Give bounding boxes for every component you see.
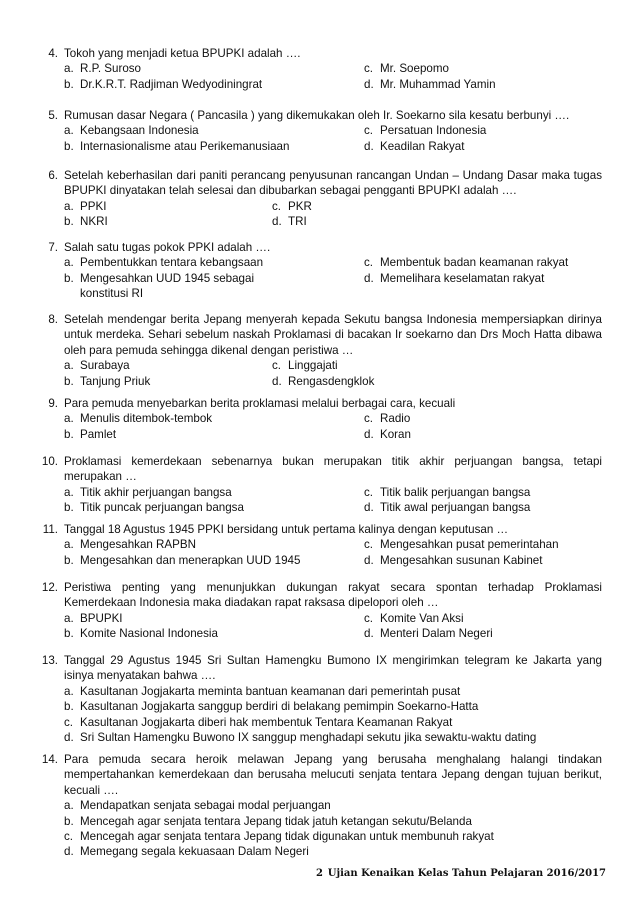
option-d: d. Mengesahkan susunan Kabinet — [364, 553, 543, 567]
option-b: b. Titik puncak perjuangan bangsa — [64, 501, 244, 515]
option-b: b. NKRI — [64, 215, 108, 229]
question-stem: Para pemuda secara heroik melawan Jepang yang berusaha menghalang halangi tindakan mempertahankan kemerdekaan dan berusaha melucuti senjata tentara Jepang dengan tujuan berikut, kecuali …. — [64, 753, 602, 797]
question-number: 10. — [41, 455, 58, 468]
option-d: d. TRI — [272, 215, 307, 229]
question-stem: Tokoh yang menjadi ketua BPUPKI adalah …. — [64, 47, 301, 60]
question-number: 8. — [48, 313, 58, 326]
exam-title: Ujian Kenaikan Kelas Tahun Pelajaran 2016/2017 — [327, 868, 606, 879]
option-a: a. Pembentukkan tentara kebangsaan — [64, 256, 264, 270]
question-stem: Setelah keberhasilan dari paniti perancang penyusunan rancangan Undan – Undang Dasar maka tugas BPUPKI dinyatakan telah selesai dan dibubarkan sebagai pengganti BPUPKI adalah …. — [64, 169, 602, 198]
page-footer — [316, 868, 606, 879]
question-stem: Tanggal 29 Agustus 1945 Sri Sultan Hamengku Bumono IX mengirimkan telegram ke Jakarta yang isinya menyatakan bahwa …. — [64, 654, 602, 683]
question-10 — [36, 454, 602, 516]
option-c: c. Persatuan Indonesia — [364, 124, 487, 138]
option-d: d. Memegang segala kekuasaan Dalam Negeri — [64, 845, 309, 859]
option-d: d. Sri Sultan Hamengku Buwono IX sanggup menghadapi sekutu jika sewaktu-waktu dating — [64, 731, 537, 745]
question-6 — [36, 168, 602, 230]
question-stem: Peristiwa penting yang menunjukkan dukungan rakyat secara spontan terhadap Proklamasi Kemerdekaan Indonesia maka diadakan rapat raksasa dipelopori oleh … — [64, 581, 602, 610]
question-number: 12. — [41, 581, 58, 594]
option-b: b. Pamlet — [64, 427, 117, 441]
options — [64, 798, 602, 860]
option-d: d. Mr. Muhammad Yamin — [364, 77, 496, 91]
question-number: 7. — [48, 241, 58, 254]
option-c: c. Membentuk badan keamanan rakyat — [364, 256, 569, 270]
option-c: c. Titik balik perjuangan bangsa — [364, 485, 531, 499]
option-a: a. PPKI — [64, 199, 107, 213]
option-b: b. Dr.K.R.T. Radjiman Wedyodiningrat — [64, 77, 263, 91]
option-a: a. R.P. Suroso — [64, 62, 142, 76]
option-d: d. Rengasdengklok — [272, 374, 375, 388]
question-stem: Setelah mendengar berita Jepang menyerah kepada Sekutu bangsa Indonesia mempersiapkan dirinya untuk merdeka. Sehari sebelum naskah Proklamasi di bacakan Ir soekarno dan Drs Moch Hatta dibawa oleh para pemuda sehingga dikenal dengan peristiwa … — [64, 313, 602, 357]
options — [64, 485, 602, 516]
option-a: a. Surabaya — [64, 359, 130, 373]
option-a: a. Kasultanan Jogjakarta meminta bantuan keamanan dari pemerintah pusat — [64, 684, 461, 698]
option-b: b. Mengesahkan dan menerapkan UUD 1945 — [64, 553, 301, 567]
option-c: c. Mencegah agar senjata tentara Jepang tidak digunakan untuk membunuh rakyat — [64, 830, 494, 844]
question-number: 13. — [41, 654, 58, 667]
question-stem: Salah satu tugas pokok PPKI adalah …. — [64, 241, 271, 254]
option-d: d. Keadilan Rakyat — [364, 139, 465, 153]
question-number: 5. — [48, 109, 58, 122]
option-d: d. Menteri Dalam Negeri — [364, 627, 493, 641]
option-c: c. Radio — [364, 412, 411, 426]
question-stem: Rumusan dasar Negara ( Pancasila ) yang dikemukakan oleh Ir. Soekarno sila kesatu berbunyi …. — [64, 109, 570, 122]
question-number: 11. — [42, 523, 58, 536]
question-number: 4. — [48, 47, 58, 60]
options — [64, 411, 602, 442]
options — [64, 123, 602, 154]
options — [64, 611, 602, 642]
option-a: a. Kebangsaan Indonesia — [64, 124, 199, 138]
question-8 — [36, 312, 602, 389]
option-c: c. Mengesahkan pusat pemerintahan — [364, 538, 559, 552]
option-d: d. Koran — [364, 427, 411, 441]
question-5 — [36, 108, 602, 154]
question-14 — [36, 752, 602, 860]
question-4 — [36, 46, 602, 92]
option-c: c. Linggajati — [272, 359, 338, 373]
question-number: 14. — [41, 753, 58, 766]
option-a: a. Mendapatkan senjata sebagai modal perjuangan — [64, 799, 331, 813]
options — [64, 537, 602, 568]
option-a: a. Titik akhir perjuangan bangsa — [64, 485, 232, 499]
question-stem: Para pemuda menyebarkan berita proklamasi melalui berbagai cara, kecuali — [64, 397, 456, 410]
question-number: 9. — [48, 397, 58, 410]
question-number: 6. — [48, 169, 58, 182]
option-b: b. Tanjung Priuk — [64, 374, 151, 388]
option-d: d. Titik awal perjuangan bangsa — [364, 501, 531, 515]
question-7 — [36, 240, 602, 302]
question-11 — [36, 522, 602, 568]
option-b: b. Mengesahkan UUD 1945 sebagai konstitusi RI — [64, 271, 255, 301]
option-b: b. Komite Nasional Indonesia — [64, 627, 218, 641]
option-d: d. Memelihara keselamatan rakyat — [364, 271, 545, 285]
option-a: a. Mengesahkan RAPBN — [64, 538, 196, 552]
question-stem: Tanggal 18 Agustus 1945 PPKI bersidang untuk pertama kalinya dengan keputusan … — [64, 523, 509, 536]
option-c: c. Komite Van Aksi — [364, 611, 464, 625]
options — [64, 358, 602, 389]
option-a: a. BPUPKI — [64, 611, 123, 625]
option-a: a. Menulis ditembok-tembok — [64, 412, 213, 426]
option-b: b. Kasultanan Jogjakarta sanggup berdiri di belakang pemimpin Soekarno-Hatta — [64, 700, 479, 714]
question-9 — [36, 396, 602, 442]
question-13 — [36, 653, 602, 745]
options — [64, 61, 602, 92]
options — [64, 684, 602, 746]
option-c: c. PKR — [272, 199, 312, 213]
question-12 — [36, 580, 602, 642]
option-b: b. Mencegah agar senjata tentara Jepang tidak jatuh ketangan sekutu/Belanda — [64, 814, 472, 828]
options — [64, 255, 602, 301]
option-c: c. Mr. Soepomo — [364, 62, 449, 76]
option-c: c. Kasultanan Jogjakarta diberi hak membentuk Tentara Keamanan Rakyat — [64, 715, 453, 729]
option-b: b. Internasionalisme atau Perikemanusiaan — [64, 139, 290, 153]
question-stem: Proklamasi kemerdekaan sebenarnya bukan merupakan titik akhir perjuangan bangsa, tetapi merupakan … — [64, 455, 602, 484]
options — [64, 199, 602, 230]
page-number: 2 — [316, 868, 323, 879]
